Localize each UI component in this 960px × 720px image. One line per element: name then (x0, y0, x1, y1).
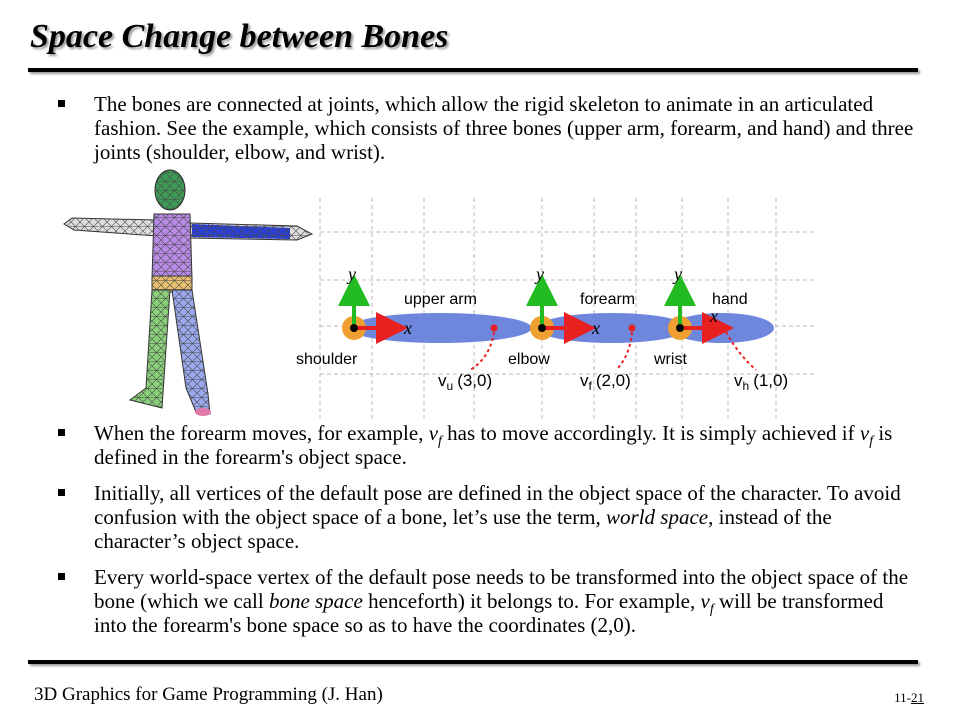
bullet-1 (58, 92, 918, 164)
forearm-label: forearm (580, 291, 636, 308)
bullet-marker (58, 429, 65, 436)
hand-label: hand (712, 291, 748, 308)
y-axis-label: y (674, 264, 682, 284)
character-foot (195, 408, 211, 416)
elbow-label: elbow (508, 351, 550, 368)
vertex-vu (491, 325, 498, 332)
character-figure (62, 168, 320, 418)
vh-label: $v_h$ (1,0) (734, 371, 789, 393)
x-axis-label: x (404, 318, 412, 338)
footer-credit: 3D Graphics for Game Programming (J. Han) (34, 684, 383, 705)
bullet-1-text: The bones are connected at joints, which allow the rigid skeleton to animate in an articulated fashion. See the example, which consists of three bones (upper arm, forearm, and hand) and three joints (shoulder, elbow, and wrist). (94, 92, 914, 164)
vertex-vf (629, 325, 636, 332)
bullet-marker (58, 489, 65, 496)
bullet-3-text: Initially, all vertices of the default pose are defined in the object space of the character. To avoid confusion with the object space of a bone, let’s use the term, world space, instead of the character’s object space. (94, 481, 901, 553)
bullet-marker (58, 573, 65, 580)
slide-title: Space Change between Bones (30, 18, 449, 55)
page-number: 11-21 (894, 690, 924, 705)
footer-rule (28, 660, 918, 664)
bullet-2 (58, 421, 918, 469)
bullet-marker (58, 100, 65, 107)
bullet-3 (58, 481, 918, 553)
shoulder-label: shoulder (296, 351, 358, 368)
x-axis-label: x (592, 318, 600, 338)
y-axis-label: y (536, 264, 544, 284)
vf-label: $v_f$ (2,0) (580, 371, 631, 393)
vu-label: $v_u$ (3,0) (438, 371, 493, 393)
y-axis-label: y (348, 264, 356, 284)
x-axis-label: x (710, 306, 718, 326)
bullet-2-text: When the forearm moves, for example, $v_f$ has to move accordingly. It is simply achieved if $v_f$ is defined in the forearm's object space. (94, 421, 893, 469)
bone-diagram (290, 198, 816, 420)
bullet-4 (58, 565, 918, 637)
upper-arm-label: upper arm (404, 291, 477, 308)
vertex-vh (723, 325, 730, 332)
title-rule (28, 68, 918, 72)
bullet-4-text: Every world-space vertex of the default pose needs to be transformed into the object space of the bone (which we call bone space henceforth) it belongs to. For example, $v_f$ will be transformed into the forearm's bone space so as to have the coordinates (2,0). (94, 565, 909, 637)
wrist-label: wrist (654, 351, 687, 368)
